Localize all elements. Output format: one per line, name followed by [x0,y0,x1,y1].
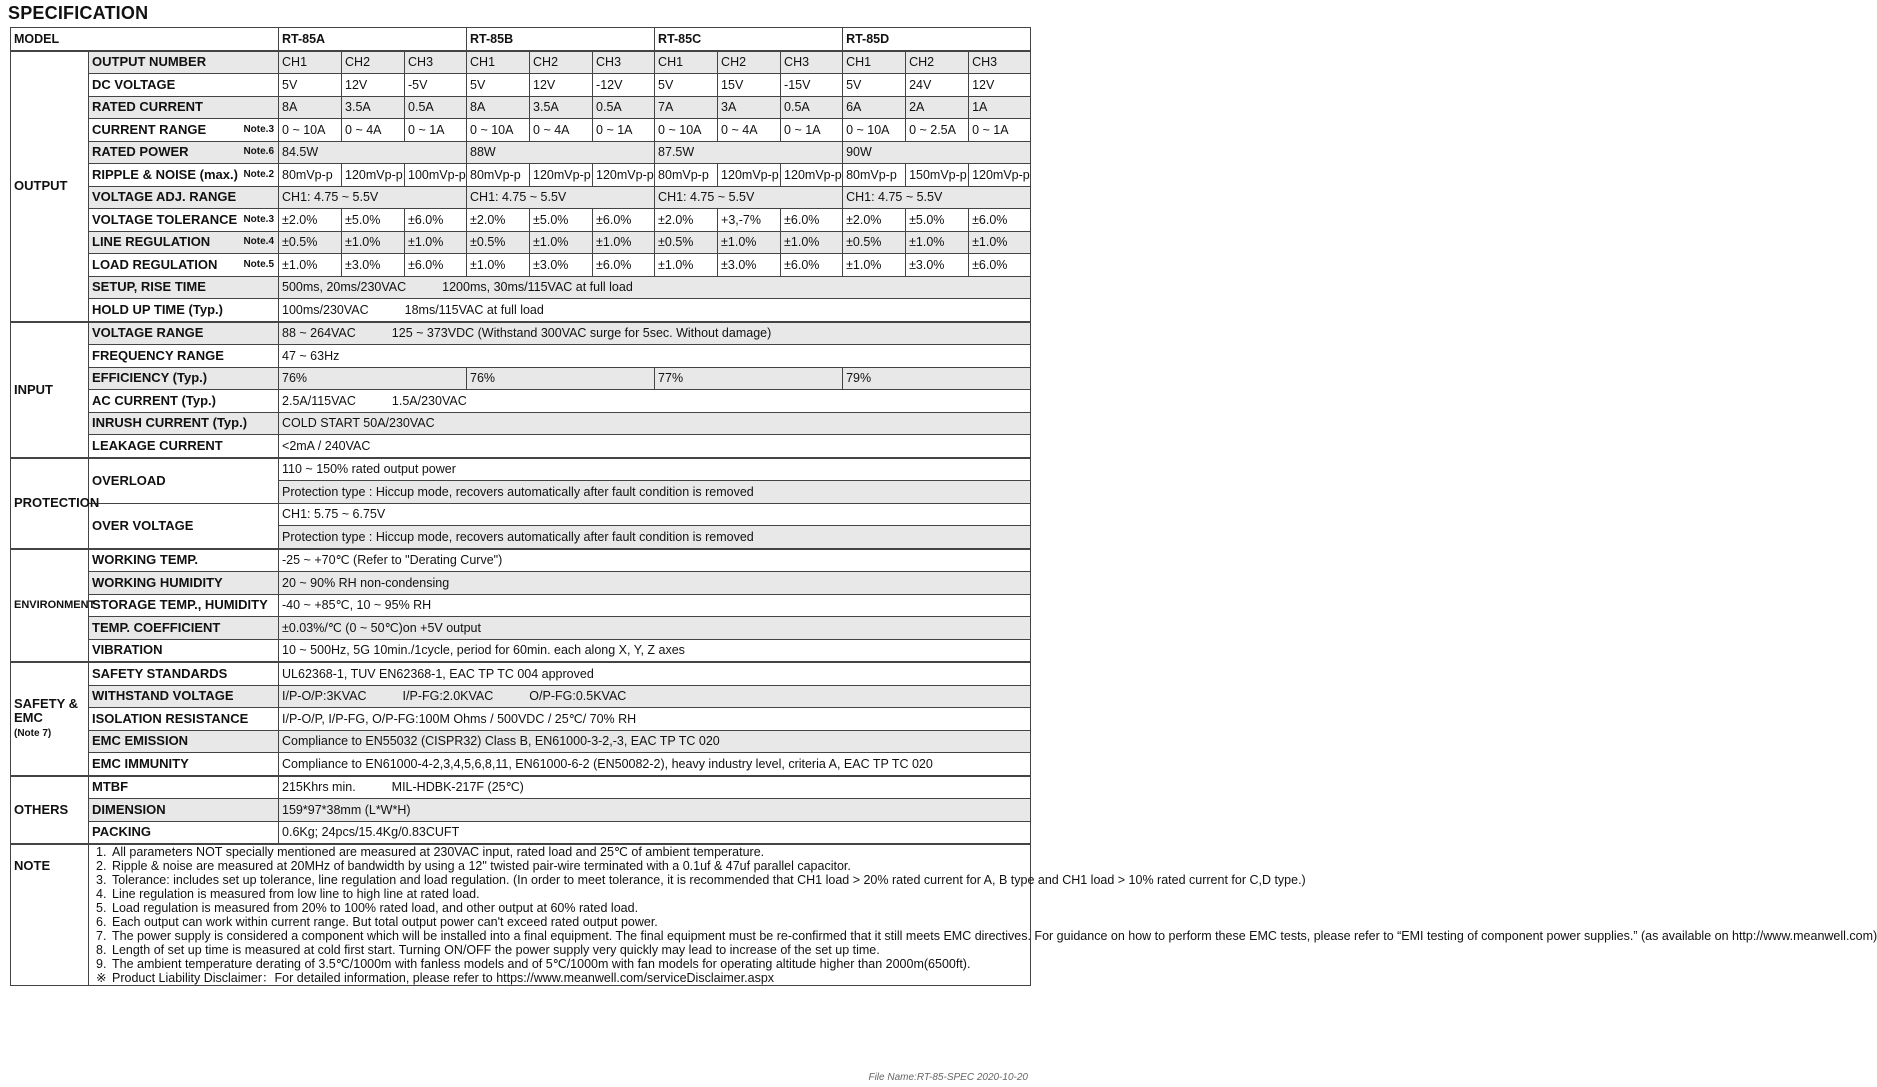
packing-value [279,821,1031,844]
section-environment: ENVIRONMENT [11,549,89,663]
voltage-adj-range-value: CH1: 4.75 ~ 5.5V [843,186,1031,209]
note-text: Each output can work within current range. But total output power can't exceed rated output power. [112,915,658,929]
rated-current-label [89,96,279,119]
note-text: Length of set up time is measured at cold first start. Turning ON/OFF the power supply very quickly may lead to increase of the set up time. [112,943,880,957]
note-item [92,859,1027,873]
rated-power-value: 90W [843,141,1031,164]
inrush-current-v1: COLD START 50A/230VAC [282,416,435,431]
ac-current-label-text: AC CURRENT (Typ.) [92,392,216,408]
section-safety-note: (Note 7) [14,727,52,739]
note-number: 6. [96,915,107,929]
ac-current-v2: 1.5A/230VAC [391,393,467,408]
dc-voltage-value: 5V [279,74,342,97]
section-others: OTHERS [11,776,89,845]
rated-current-value: 0.5A [593,96,655,119]
isolation-resistance-value [279,708,1031,731]
current-range-value: 0 ~ 1A [405,119,467,142]
rated-power-label [89,141,279,164]
note-text: Tolerance: includes set up tolerance, line regulation and load regulation. (In order to meet tolerance, it is recommended that CH1 load > 20% rated current for A, B type and CH1 load > 10% rated current for C,D type.) [112,873,1306,887]
over-voltage-protection-type: Protection type : Hiccup mode, recovers automatically after fault condition is removed [279,526,1031,549]
withstand-voltage-v1: I/P-O/P:3KVAC [282,689,367,704]
line-regulation-value: ±1.0% [781,231,843,254]
model-label: MODEL [11,28,279,51]
load-regulation-value: ±3.0% [906,254,969,277]
current-range-value: 0 ~ 1A [781,119,843,142]
section-safety-text: SAFETY & [14,695,79,711]
section-safety-text: EMC [14,709,43,725]
model-name: RT-85A [279,28,467,51]
note-text: Product Liability Disclaimer：For detailed information, please refer to https://www.meanwell.com/serviceDisclaimer.aspx [112,971,775,985]
over-voltage-label: OVER VOLTAGE [89,503,279,549]
note-item [92,929,1877,943]
model-name: RT-85B [467,28,655,51]
dc-voltage-label [89,74,279,97]
ripple-noise-value: 150mVp-p [906,164,969,187]
section-output: OUTPUT [11,51,89,322]
input-voltage-range-value [279,322,1031,345]
efficiency-value: 76% [467,367,655,390]
safety-standards-label-text: SAFETY STANDARDS [92,665,228,681]
dimension-label-text: DIMENSION [92,801,166,817]
working-temp-label-text: WORKING TEMP. [92,552,198,568]
safety-standards-v1: UL62368-1, TUV EN62368-1, EAC TP TC 004 approved [282,666,594,681]
note-number: 8. [96,943,107,957]
efficiency-label [89,367,279,390]
rated-power-value: 84.5W [279,141,467,164]
working-temp-label [89,549,279,572]
working-humidity-label [89,572,279,595]
hold-up-time-v2: 18ms/115VAC at full load [404,302,544,317]
input-voltage-range-label [89,322,279,345]
note-number: 2. [96,859,107,873]
note-item [92,901,1027,915]
emc-emission-label [89,730,279,753]
output-number-label-text: OUTPUT NUMBER [92,54,207,70]
note-item [92,915,1027,929]
voltage-adj-range-value: CH1: 4.75 ~ 5.5V [655,186,843,209]
note-item [92,845,1027,859]
line-regulation-value: ±1.0% [593,231,655,254]
dimension-v1: 159*97*38mm (L*W*H) [282,802,411,817]
rated-power-label-text: RATED POWER [92,144,189,160]
emc-immunity-value [279,753,1031,776]
section-note: NOTE [11,844,89,986]
setup-rise-time-v2: 1200ms, 30ms/115VAC at full load [442,280,633,295]
leakage-current-v1: <2mA / 240VAC [282,438,371,453]
rated-power-note-ref: Note.6 [243,146,275,158]
isolation-resistance-label [89,708,279,731]
current-range-value: 0 ~ 4A [342,119,405,142]
ripple-noise-value: 120mVp-p [969,164,1031,187]
emc-emission-v1: Compliance to EN55032 (CISPR32) Class B, EN61000-3-2,-3, EAC TP TC 020 [282,734,720,749]
withstand-voltage-label-text: WITHSTAND VOLTAGE [92,688,234,704]
ripple-noise-value: 80mVp-p [467,164,530,187]
withstand-voltage-label [89,685,279,708]
rated-current-value: 3.5A [530,96,593,119]
rated-current-value: 8A [467,96,530,119]
emc-immunity-label [89,753,279,776]
output-number-value: CH3 [969,51,1031,74]
ripple-noise-value: 120mVp-p [593,164,655,187]
frequency-range-label [89,345,279,368]
voltage-tolerance-value: ±5.0% [906,209,969,232]
section-safety-emc [11,662,89,776]
inrush-current-value [279,412,1031,435]
output-number-value: CH2 [530,51,593,74]
input-voltage-range-v1: 88 ~ 264VAC [282,326,356,341]
ac-current-value [279,390,1031,413]
safety-standards-label [89,662,279,685]
dimension-value [279,799,1031,822]
frequency-range-label-text: FREQUENCY RANGE [92,347,224,363]
mtbf-value [279,776,1031,799]
vibration-label-text: VIBRATION [92,642,163,658]
rated-current-value: 0.5A [781,96,843,119]
note-item [92,957,1027,971]
voltage-tolerance-value: ±6.0% [781,209,843,232]
temp-coefficient-v1: ±0.03%/℃ (0 ~ 50℃)on +5V output [282,620,481,635]
note-number: 3. [96,873,107,887]
dc-voltage-value: -12V [593,74,655,97]
output-number-value: CH1 [655,51,718,74]
overload-protection-type: Protection type : Hiccup mode, recovers automatically after fault condition is removed [279,481,1031,504]
packing-label-text: PACKING [92,824,151,840]
note-number: 4. [96,887,107,901]
current-range-value: 0 ~ 10A [843,119,906,142]
note-text: All parameters NOT specially mentioned are measured at 230VAC input, rated load and 25℃ of ambient temperature. [112,845,765,859]
vibration-label [89,639,279,662]
rated-current-value: 2A [906,96,969,119]
withstand-voltage-value [279,685,1031,708]
ripple-noise-value: 120mVp-p [781,164,843,187]
line-regulation-value: ±0.5% [655,231,718,254]
temp-coefficient-label-text: TEMP. COEFFICIENT [92,619,221,635]
notes-block [89,844,1877,986]
line-regulation-value: ±0.5% [467,231,530,254]
current-range-value: 0 ~ 4A [530,119,593,142]
mtbf-v2: MIL-HDBK-217F (25℃) [391,780,524,795]
load-regulation-value: ±6.0% [593,254,655,277]
load-regulation-value: ±1.0% [843,254,906,277]
line-regulation-label-text: LINE REGULATION [92,234,211,250]
note-item [92,971,1027,985]
emc-immunity-label-text: EMC IMMUNITY [92,755,189,771]
current-range-value: 0 ~ 10A [279,119,342,142]
load-regulation-value: ±6.0% [781,254,843,277]
rated-current-value: 0.5A [405,96,467,119]
note-item [92,887,1027,901]
packing-v1: 0.6Kg; 24pcs/15.4Kg/0.83CUFT [282,825,460,840]
note-text: Ripple & noise are measured at 20MHz of bandwidth by using a 12" twisted pair-wire terminated with a 0.1uf & 47uf parallel capacitor. [112,859,851,873]
dc-voltage-value: 12V [530,74,593,97]
ripple-noise-label [89,164,279,187]
output-number-value: CH3 [405,51,467,74]
leakage-current-value [279,435,1031,458]
safety-standards-value [279,662,1031,685]
load-regulation-note-ref: Note.5 [243,258,275,270]
page-title: SPECIFICATION [8,3,149,23]
storage-temp-humidity-v1: -40 ~ +85℃, 10 ~ 95% RH [282,598,432,613]
ripple-noise-value: 80mVp-p [843,164,906,187]
rated-current-label-text: RATED CURRENT [92,99,203,115]
storage-temp-humidity-label [89,594,279,617]
emc-emission-value [279,730,1031,753]
dc-voltage-value: 12V [342,74,405,97]
output-number-value: CH2 [342,51,405,74]
model-name: RT-85D [843,28,1031,51]
ripple-noise-value: 120mVp-p [718,164,781,187]
load-regulation-value: ±1.0% [279,254,342,277]
ac-current-v1: 2.5A/115VAC [282,393,356,408]
voltage-tolerance-value: +3,-7% [718,209,781,232]
dc-voltage-value: 12V [969,74,1031,97]
inrush-current-label [89,412,279,435]
dc-voltage-label-text: DC VOLTAGE [92,76,176,92]
voltage-tolerance-note-ref: Note.3 [243,213,275,225]
current-range-note-ref: Note.3 [243,123,275,135]
frequency-range-v1: 47 ~ 63Hz [282,348,340,363]
withstand-voltage-v3: O/P-FG:0.5KVAC [529,689,627,704]
load-regulation-value: ±3.0% [718,254,781,277]
vibration-value [279,639,1031,662]
output-number-value: CH3 [781,51,843,74]
line-regulation-value: ±1.0% [342,231,405,254]
ac-current-label [89,390,279,413]
mtbf-label [89,776,279,799]
spec-table [10,27,1877,986]
ripple-noise-value: 120mVp-p [530,164,593,187]
load-regulation-value: ±1.0% [655,254,718,277]
efficiency-label-text: EFFICIENCY (Typ.) [92,370,208,386]
setup-rise-time-label [89,276,279,299]
voltage-adj-range-label-text: VOLTAGE ADJ. RANGE [92,189,237,205]
current-range-label-text: CURRENT RANGE [92,121,207,137]
temp-coefficient-value [279,617,1031,640]
dc-voltage-value: 5V [655,74,718,97]
line-regulation-value: ±0.5% [279,231,342,254]
overload-label: OVERLOAD [89,458,279,504]
note-number: 1. [96,845,107,859]
line-regulation-value: ±0.5% [843,231,906,254]
note-text: The ambient temperature derating of 3.5℃/1000m with fanless models and of 5℃/1000m with fan models for operating altitude higher than 2000m(6500ft). [112,957,971,971]
efficiency-value: 76% [279,367,467,390]
ripple-noise-note-ref: Note.2 [243,168,275,180]
setup-rise-time-label-text: SETUP, RISE TIME [92,279,206,295]
working-temp-value [279,549,1031,572]
current-range-value: 0 ~ 2.5A [906,119,969,142]
voltage-tolerance-label-text: VOLTAGE TOLERANCE [92,211,238,227]
working-humidity-value [279,572,1031,595]
dc-voltage-value: -15V [781,74,843,97]
withstand-voltage-v2: I/P-FG:2.0KVAC [402,689,494,704]
current-range-value: 0 ~ 10A [467,119,530,142]
note-text: The power supply is considered a component which will be installed into a final equipment. The final equipment must be re-confirmed that it still meets EMC directives. For guidance on how to perform these EMC tests, please refer to “EMI testing of component power supplies.” (as available on http://www.meanwell.com) [112,929,1877,943]
leakage-current-label-text: LEAKAGE CURRENT [92,437,223,453]
working-temp-v1: -25 ~ +70℃ (Refer to "Derating Curve") [282,553,503,568]
hold-up-time-v1: 100ms/230VAC [282,302,369,317]
voltage-tolerance-value: ±6.0% [593,209,655,232]
output-number-value: CH2 [718,51,781,74]
inrush-current-label-text: INRUSH CURRENT (Typ.) [92,415,248,431]
load-regulation-value: ±1.0% [467,254,530,277]
rated-current-value: 1A [969,96,1031,119]
load-regulation-value: ±6.0% [405,254,467,277]
voltage-tolerance-value: ±5.0% [342,209,405,232]
note-number: 9. [96,957,107,971]
packing-label [89,821,279,844]
overload-value: 110 ~ 150% rated output power [279,458,1031,481]
line-regulation-note-ref: Note.4 [243,236,275,248]
rated-current-value: 3.5A [342,96,405,119]
line-regulation-label [89,231,279,254]
rated-power-value: 87.5W [655,141,843,164]
current-range-value: 0 ~ 1A [969,119,1031,142]
isolation-resistance-v1: I/P-O/P, I/P-FG, O/P-FG:100M Ohms / 500VDC / 25℃/ 70% RH [282,711,637,726]
line-regulation-value: ±1.0% [530,231,593,254]
frequency-range-value [279,345,1031,368]
voltage-tolerance-value: ±2.0% [655,209,718,232]
load-regulation-label [89,254,279,277]
voltage-adj-range-value: CH1: 4.75 ~ 5.5V [467,186,655,209]
current-range-value: 0 ~ 4A [718,119,781,142]
load-regulation-value: ±3.0% [530,254,593,277]
emc-immunity-v1: Compliance to EN61000-4-2,3,4,5,6,8,11, EN61000-6-2 (EN50082-2), heavy industry level, criteria A, EAC TP TC 020 [282,756,933,771]
rated-current-value: 6A [843,96,906,119]
ripple-noise-value: 120mVp-p [342,164,405,187]
section-input: INPUT [11,322,89,458]
line-regulation-value: ±1.0% [718,231,781,254]
dc-voltage-value: 5V [467,74,530,97]
over-voltage-value: CH1: 5.75 ~ 6.75V [279,503,1031,526]
working-humidity-v1: 20 ~ 90% RH non-condensing [282,575,450,590]
voltage-adj-range-value: CH1: 4.75 ~ 5.5V [279,186,467,209]
line-regulation-value: ±1.0% [906,231,969,254]
mtbf-label-text: MTBF [92,779,129,795]
output-number-value: CH3 [593,51,655,74]
voltage-tolerance-value: ±5.0% [530,209,593,232]
note-text: Line regulation is measured from low line to high line at rated load. [112,887,480,901]
isolation-resistance-label-text: ISOLATION RESISTANCE [92,710,249,726]
current-range-value: 0 ~ 1A [593,119,655,142]
ripple-noise-value: 100mVp-p [405,164,467,187]
note-number: 7. [96,929,107,943]
storage-temp-humidity-value [279,594,1031,617]
ripple-noise-value: 80mVp-p [279,164,342,187]
hold-up-time-value [279,299,1031,322]
load-regulation-value: ±6.0% [969,254,1031,277]
hold-up-time-label-text: HOLD UP TIME (Typ.) [92,301,223,317]
load-regulation-label-text: LOAD REGULATION [92,256,218,272]
note-text: Load regulation is measured from 20% to 100% rated load, and other output at 60% rated load. [112,901,639,915]
emc-emission-label-text: EMC EMISSION [92,733,189,749]
hold-up-time-label [89,299,279,322]
rated-power-value: 88W [467,141,655,164]
current-range-value: 0 ~ 10A [655,119,718,142]
voltage-adj-range-label [89,186,279,209]
input-voltage-range-v2: 125 ~ 373VDC (Withstand 300VAC surge for 5sec. Without damage) [391,326,772,341]
note-item [92,873,1306,887]
ripple-noise-label-text: RIPPLE & NOISE (max.) [92,166,238,182]
rated-current-value: 3A [718,96,781,119]
mtbf-v1: 215Khrs min. [282,780,356,795]
line-regulation-value: ±1.0% [969,231,1031,254]
dc-voltage-value: 15V [718,74,781,97]
storage-temp-humidity-label-text: STORAGE TEMP., HUMIDITY [92,597,268,613]
voltage-tolerance-value: ±6.0% [969,209,1031,232]
rated-current-value: 7A [655,96,718,119]
output-number-value: CH2 [906,51,969,74]
setup-rise-time-value [279,276,1031,299]
output-number-value: CH1 [843,51,906,74]
efficiency-value: 77% [655,367,843,390]
leakage-current-label [89,435,279,458]
working-humidity-label-text: WORKING HUMIDITY [92,574,223,590]
dc-voltage-value: 5V [843,74,906,97]
output-number-label [89,51,279,74]
line-regulation-value: ±1.0% [405,231,467,254]
load-regulation-value: ±3.0% [342,254,405,277]
note-number: 5. [96,901,107,915]
vibration-v1: 10 ~ 500Hz, 5G 10min./1cycle, period for 60min. each along X, Y, Z axes [282,643,685,658]
voltage-tolerance-value: ±2.0% [467,209,530,232]
dc-voltage-value: 24V [906,74,969,97]
setup-rise-time-v1: 500ms, 20ms/230VAC [282,280,407,295]
voltage-tolerance-value: ±2.0% [279,209,342,232]
rated-current-value: 8A [279,96,342,119]
input-voltage-range-label-text: VOLTAGE RANGE [92,325,204,341]
dc-voltage-value: -5V [405,74,467,97]
note-number: ※ [96,971,107,985]
section-protection: PROTECTION [11,458,89,549]
ripple-noise-value: 80mVp-p [655,164,718,187]
model-name: RT-85C [655,28,843,51]
temp-coefficient-label [89,617,279,640]
note-item [92,943,1027,957]
voltage-tolerance-label [89,209,279,232]
voltage-tolerance-value: ±6.0% [405,209,467,232]
file-name-footer: File Name:RT-85-SPEC 2020-10-20 [868,1072,1028,1083]
dimension-label [89,799,279,822]
output-number-value: CH1 [467,51,530,74]
efficiency-value: 79% [843,367,1031,390]
voltage-tolerance-value: ±2.0% [843,209,906,232]
current-range-label [89,119,279,142]
output-number-value: CH1 [279,51,342,74]
